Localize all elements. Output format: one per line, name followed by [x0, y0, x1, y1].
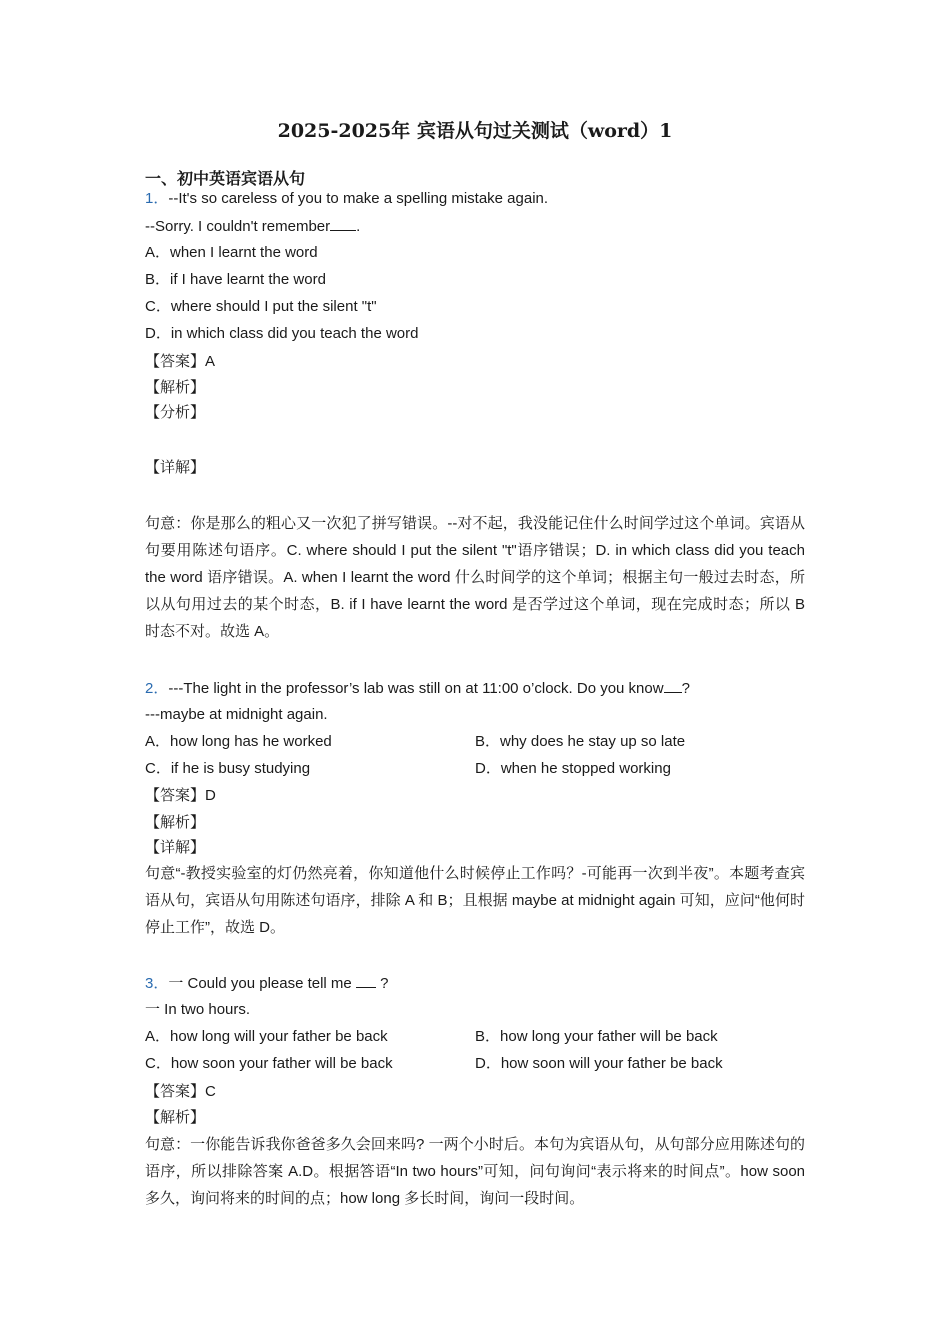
detail-label: 【详解】 — [145, 459, 206, 476]
question-number: 2． — [145, 680, 169, 697]
answer-label: 【答案】A — [145, 353, 216, 370]
analysis-label: 【解析】 — [145, 379, 206, 396]
page-title: 2025-2025年 宾语从句过关测试（word）1 — [277, 120, 673, 142]
option-b: B．why does he stay up so late — [475, 733, 686, 750]
question-number: 3． — [145, 975, 169, 992]
answer-blank — [356, 973, 376, 988]
question-number: 1． — [145, 190, 169, 207]
answer-label: 【答案】D — [145, 787, 216, 804]
option-a: A．when I learnt the word — [145, 244, 318, 261]
question-3-stem: 3．一 Could you please tell me ? — [145, 975, 389, 992]
question-2-stem: 2．---The light in the professor’s lab was still on at 11:00 o’clock. Do you know ? — [145, 680, 690, 697]
question-1-explanation: 句意：你是那么的粗心又一次犯了拼写错误。--对不起，我没能记住什么时间学过这个单词。宾语从句要用陈述句语序。C. where should I put the silent "t"语序错误；D. in which class did you teach the word 语序错误。A. when I learnt the word 什么时间学的这个单词；根据主句一般过去时态，所以从句用过去的某个时态，B. if I have learnt the word 是否学过这个单词，现在完成时态；所以 B 时态不对。故选 A。 — [145, 515, 805, 640]
option-d: D．when he stopped working — [475, 760, 671, 777]
question-3-explanation: 句意：一你能告诉我你爸爸多久会回来吗? 一两个小时后。本句为宾语从句，从句部分应用陈述句的语序，所以排除答案 A.D。根据答语“In two hours”可知，问句询问“表示将来的时间点”。how soon 多久，询问将来的时间的点；how long 多长时间，询问一段时间。 — [145, 1136, 805, 1207]
section-title: 一、初中英语宾语从句 — [145, 169, 306, 188]
analysis-label: 【解析】 — [145, 814, 206, 831]
question-3-reply: 一 In two hours. — [145, 1001, 251, 1018]
answer-blank — [664, 678, 682, 693]
option-a: A．how long will your father be back — [145, 1028, 388, 1045]
option-a: A．how long has he worked — [145, 733, 332, 750]
option-c: C．where should I put the silent "t" — [145, 298, 377, 315]
option-b: B．if I have learnt the word — [145, 271, 326, 288]
question-2-explanation: 句意“-教授实验室的灯仍然亮着，你知道他什么时候停止工作吗？-可能再一次到半夜”。本题考查宾语从句，宾语从句用陈述句语序，排除 A 和 B；且根据 maybe at midnight again 可知，应问“他何时停止工作”，故选 D。 — [145, 865, 805, 936]
option-b: B．how long your father will be back — [475, 1028, 718, 1045]
answer-label: 【答案】C — [145, 1083, 216, 1100]
question-1-stem: 1．--It's so careless of you to make a spelling mistake again. — [145, 190, 549, 207]
option-d: D．how soon will your father be back — [475, 1055, 723, 1072]
option-d: D．in which class did you teach the word — [145, 325, 419, 342]
question-1-reply: --Sorry. I couldn't remember . — [145, 218, 361, 235]
option-c: C．if he is busy studying — [145, 760, 311, 777]
analysis-label: 【解析】 — [145, 1109, 206, 1126]
answer-blank — [330, 216, 356, 231]
detail-label: 【详解】 — [145, 839, 206, 856]
option-c: C．how soon your father will be back — [145, 1055, 393, 1072]
question-2-reply: ---maybe at midnight again. — [145, 706, 328, 723]
breakdown-label: 【分析】 — [145, 404, 206, 421]
